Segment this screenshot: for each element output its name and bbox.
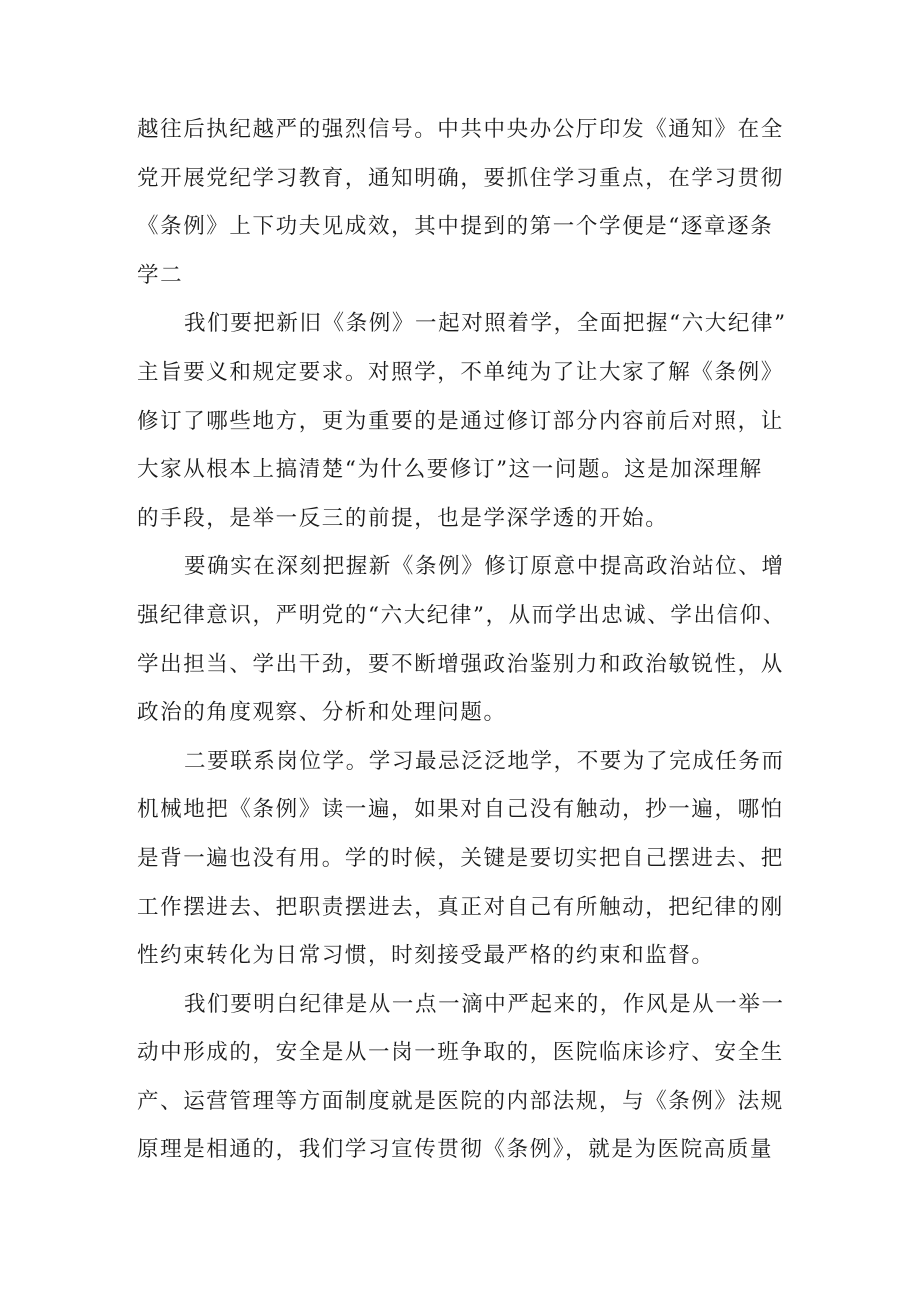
text-line: 党开展党纪学习教育，通知明确，要抓住学习重点，在学习贯彻 [137, 165, 784, 191]
text-line: 学二 [137, 262, 184, 288]
paragraph-4 [137, 738, 797, 981]
paragraph-5 [137, 981, 797, 1175]
text-line: 强纪律意识，严明党的“六大纪律”，从而学出忠诚、学出信仰、 [137, 602, 786, 628]
text-line: 大家从根本上搞清楚“为什么要修订”这一问题。这是加深理解 [137, 457, 763, 483]
text-line: 政治的角度观察、分析和处理问题。 [137, 700, 507, 726]
text-line: 我们要把新旧《条例》一起对照着学，全面把握“六大纪律” [184, 311, 787, 337]
text-line: 学出担当、学出干劲，要不断增强政治鉴别力和政治敏锐性，从 [137, 651, 784, 677]
text-line: 性约束转化为日常习惯，时刻接受最严格的约束和监督。 [137, 943, 715, 969]
text-line: 机械地把《条例》读一遍，如果对自己没有触动，抄一遍，哪怕 [137, 797, 784, 823]
paragraph-3 [137, 543, 797, 737]
paragraph-2 [137, 300, 797, 543]
text-line: 原理是相通的，我们学习宣传贯彻《条例》，就是为医院高质量 [137, 1137, 774, 1163]
text-line: 越往后执纪越严的强烈信号。中共中央办公厅印发《通知》在全 [137, 117, 784, 142]
text-line: 要确实在深刻把握新《条例》修订原意中提高政治站位、增 [184, 554, 785, 580]
text-line: 的手段，是举一反三的前提，也是学深学透的开始。 [137, 505, 669, 531]
text-line: 是背一遍也没有用。学的时候，关键是要切实把自己摆进去、把 [137, 845, 784, 871]
text-line: 工作摆进去、把职责摆进去，真正对自己有所触动，把纪律的刚 [137, 894, 784, 920]
paragraph-1 [137, 106, 797, 300]
text-line: 二要联系岗位学。学习最忌泛泛地学，不要为了完成任务而 [184, 748, 785, 774]
text-line: 产、运营管理等方面制度就是医院的内部法规，与《条例》法规 [137, 1088, 784, 1114]
text-line: 修订了哪些地方，更为重要的是通过修订部分内容前后对照，让 [137, 408, 784, 434]
text-line: 《条例》上下功夫见成效，其中提到的第一个学便是“逐章逐条 [137, 214, 774, 240]
document-body [137, 106, 797, 1175]
text-line: 主旨要义和规定要求。对照学，不单纯为了让大家了解《条例》 [137, 359, 784, 385]
text-line: 我们要明白纪律是从一点一滴中严起来的，作风是从一举一 [184, 991, 785, 1017]
text-line: 动中形成的，安全是从一岗一班争取的，医院临床诊疗、安全生 [137, 1040, 784, 1066]
